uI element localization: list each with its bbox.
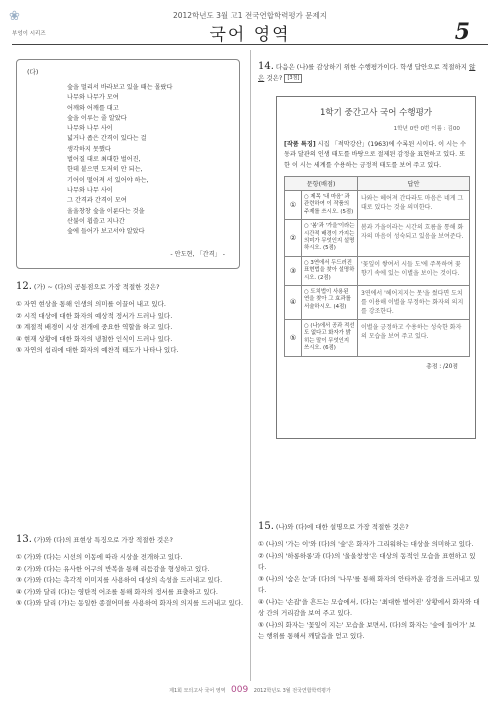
feature-text: 시집 「적막강산」(1963)에 수록된 시이다. 이 시는 수동과 달관의 인생 태도를 바탕으로 절제된 감정을 표현하고 있다. 또한 이 시는 세계를 수용하는 긍정적 태도를 보여 주고 있다. — [284, 141, 467, 169]
poem-line: 울울창창 숲을 이룬다는 것을 — [67, 207, 145, 215]
page-number: 5 — [454, 19, 470, 45]
answer-option[interactable]: ② (나)의 '하롱하롱'과 (다)의 '울울창창'은 대상의 동적인 모습을 표현하고 있다. — [258, 551, 476, 571]
poem-passage-box — [16, 59, 240, 269]
answer-option[interactable]: ① (가)와 (다)는 시선의 이동에 따라 시상을 전개하고 있다. — [16, 553, 183, 561]
assessment-sheet — [276, 96, 476, 439]
answer-option[interactable]: ④ 현재 상황에 대한 화자의 냉철한 인식이 드러나 있다. — [16, 334, 173, 343]
row-item: ○ '봄'과 '가을'이라는 시간적 배경이 가지는 의미가 무엇인지 설명하시오. (5점) — [302, 220, 358, 257]
question-text: (나)와 (다)에 대한 설명으로 가장 적절한 것은? — [275, 523, 409, 531]
poem-line: 나무와 나무가 모여 — [67, 94, 119, 102]
poem-line: 어깨와 어깨를 대고 — [67, 104, 119, 112]
answer-option[interactable]: ⑤ (나)의 화자는 '꽃잎이 지는' 모습을 보면서, (다)의 화자는 '숲에 들어가' 보는 행위를 통해서 깨달음을 얻고 있다. — [258, 620, 476, 640]
question-text: (가)와 (다)의 표현상 특징으로 가장 적절한 것은? — [33, 536, 173, 544]
answer-option[interactable]: ① 자연 현상을 통해 인생의 의미를 이끌어 내고 있다. — [16, 300, 167, 308]
question-text-end: 것은? — [264, 74, 283, 82]
feature-label: [작품 특징] — [284, 141, 316, 148]
row-number: ⑤ — [285, 319, 302, 356]
series-label: 부엉이 시리즈 — [12, 31, 46, 37]
answer-option[interactable]: ① (나)의 '가는 이'와 (다)의 '숲'은 화자가 그리워하는 대상을 의미하고 있다. — [258, 540, 474, 548]
exam-title: 2012학년도 3월 고1 전국연합학력평가 문제지 — [172, 11, 328, 20]
row-item: ○ 도치법이 사용된 연을 찾아 그 효과를 서술하시오. (4점) — [302, 285, 358, 319]
column-header-answer: 답안 — [358, 176, 470, 190]
answer-option[interactable]: ③ (가)와 (다)는 촉각적 이미지를 사용하여 대상의 속성을 드러내고 있다. — [16, 576, 223, 584]
poem-source: - 안도현, 「간격」 - — [170, 251, 225, 258]
question-number: 15. — [258, 521, 274, 532]
table-row[interactable] — [285, 256, 470, 285]
poem-line: 나무와 나무 사이 — [67, 125, 113, 133]
poem-line: 벌어질 대로 최대한 벌어진, — [67, 156, 141, 164]
question-14-prompt — [258, 61, 480, 84]
assessment-table — [284, 176, 470, 357]
answer-option[interactable]: ④ (가)와 달리 (다)는 영탄적 어조를 통해 화자의 정서를 표출하고 있다. — [16, 587, 218, 596]
answer-option[interactable]: ⑤ 자연의 섭리에 대한 화자의 예찬적 태도가 나타나 있다. — [16, 346, 179, 354]
table-row[interactable] — [285, 190, 470, 219]
subject-title: 국어 영역 — [209, 25, 291, 45]
row-answer: 이별을 긍정하고 수용하는 성숙한 화자의 모습을 보여 주고 있다. — [358, 319, 470, 356]
table-row[interactable] — [285, 319, 470, 356]
row-answer: '꽃잎이 쌓여서 시들 도'에 주목하여 꽃 향기 속에 있는 이별을 보이는 것이다. — [358, 256, 470, 285]
sheet-title: 1학기 중간고사 국어 수행평가 — [319, 108, 433, 118]
row-answer: 나와는 헤어져 간다라도 마음은 네게 그대로 있다는 것을 의미한다. — [358, 190, 470, 219]
poem-line: 숲을 이루는 줄 알았다 — [67, 114, 127, 122]
question-15-prompt — [258, 521, 480, 533]
question-12-prompt — [16, 281, 242, 293]
row-answer: 3연에서 '헤어지지는 못'을 썼다면 도치를 이용해 이별을 부정하는 화자의 의지를 강조한다. — [358, 285, 470, 319]
question-number: 12. — [16, 281, 32, 292]
table-header-row — [285, 176, 470, 190]
row-item: ○ 제목 '내 마음' 과 관련하여 이 작품의 주제를 쓰시오. (5점) — [302, 190, 358, 219]
answer-option[interactable]: ⑤ (다)와 달리 (가)는 동일한 종결어미를 사용하여 화자의 의지를 드러내고 있다. — [16, 599, 244, 607]
poem-line: 넓거나 좁은 간격이 있다는 걸 — [67, 135, 147, 143]
poem-label: (다) — [27, 68, 39, 76]
row-item: ○ (나)에서 공과 적선도 없다고 화자가 밝히는 말이 무엇인지 쓰시오. (6점) — [302, 319, 358, 356]
poem-lines — [67, 83, 229, 237]
footer-left: 제1회 모의고사 국어 영역 — [169, 688, 226, 694]
poem-line: 한데 붙으면 도저히 안 되는, — [67, 166, 143, 174]
row-number: ④ — [285, 285, 302, 319]
header-divider — [12, 44, 488, 45]
question-12-options — [16, 299, 244, 357]
poem-line: 생각하지 못했다 — [67, 145, 111, 153]
question-13-prompt — [16, 534, 242, 546]
footer-right: 2012학년도 3월 전국연합학력평가 — [253, 688, 331, 694]
flower-logo-icon: ❀ — [9, 9, 20, 24]
sheet-feature — [284, 140, 468, 171]
row-answer: 봄과 가을이라는 시간의 흐름을 통해 화자의 마음이 성숙되고 있음을 보여준다. — [358, 220, 470, 257]
question-emphasis: 않은 — [258, 63, 476, 82]
sheet-total: 총점 : /20점 — [426, 363, 458, 370]
question-text: (가) ~ (다)의 공통점으로 가장 적절한 것은? — [33, 283, 160, 291]
column-divider — [250, 50, 251, 681]
answer-option[interactable]: ③ 계절적 배경이 시상 전개에 중요한 역할을 하고 있다. — [16, 323, 173, 331]
row-number: ② — [285, 220, 302, 257]
page-footer — [0, 685, 500, 695]
points-badge: [3점] — [284, 74, 302, 83]
question-number: 14. — [258, 61, 274, 72]
sheet-student-info: 1학년 0반 0번 이름 : 김00 — [393, 126, 460, 132]
poem-line: 나무와 나무 사이 — [67, 186, 113, 194]
table-row[interactable] — [285, 285, 470, 319]
poem-line: 산불이 휩쓸고 지나간 — [67, 217, 125, 225]
question-number: 13. — [16, 534, 32, 545]
table-row[interactable] — [285, 220, 470, 257]
poem-line: 그 간격과 간격이 모여 — [67, 197, 127, 205]
column-header-question: 문항(배점) — [285, 176, 358, 190]
answer-option[interactable]: ② 시적 대상에 대한 화자의 예상적 정서가 드러나 있다. — [16, 311, 173, 320]
poem-line: 숲을 멀리서 바라보고 있을 때는 몰랐다 — [67, 84, 173, 91]
answer-option[interactable]: ③ (나)의 '숨은 눈'과 (다)의 '나무'를 통해 화자의 안타까운 감정을 드러내고 있다. — [258, 574, 480, 594]
row-item: ○ 3연에서 두드러진 표현법을 찾아 설명하시오. (2점) — [302, 256, 358, 285]
question-text: 다음은 (나)를 감상하기 위한 수행평가이다. 학생 답안으로 적절하지 — [275, 63, 470, 71]
answer-option[interactable]: ② (가)와 (다)는 유사한 어구의 반복을 통해 리듬감을 형성하고 있다. — [16, 564, 210, 573]
footer-page-number: 009 — [231, 685, 249, 695]
poem-line: 숲에 들어가 보고서야 알았다 — [67, 228, 145, 236]
row-number: ① — [285, 190, 302, 219]
row-number: ③ — [285, 256, 302, 285]
question-13-options — [16, 552, 244, 610]
answer-option[interactable]: ④ (나)는 '손잡'을 흔드는 모습에서, (다)는 '최대한 벌어진' 상황에서 화자와 대상 간의 거리감을 보여 주고 있다. — [258, 597, 480, 617]
poem-line: 기어이 떨어져 서 있어야 하는, — [67, 176, 149, 184]
question-15-options — [258, 539, 480, 643]
